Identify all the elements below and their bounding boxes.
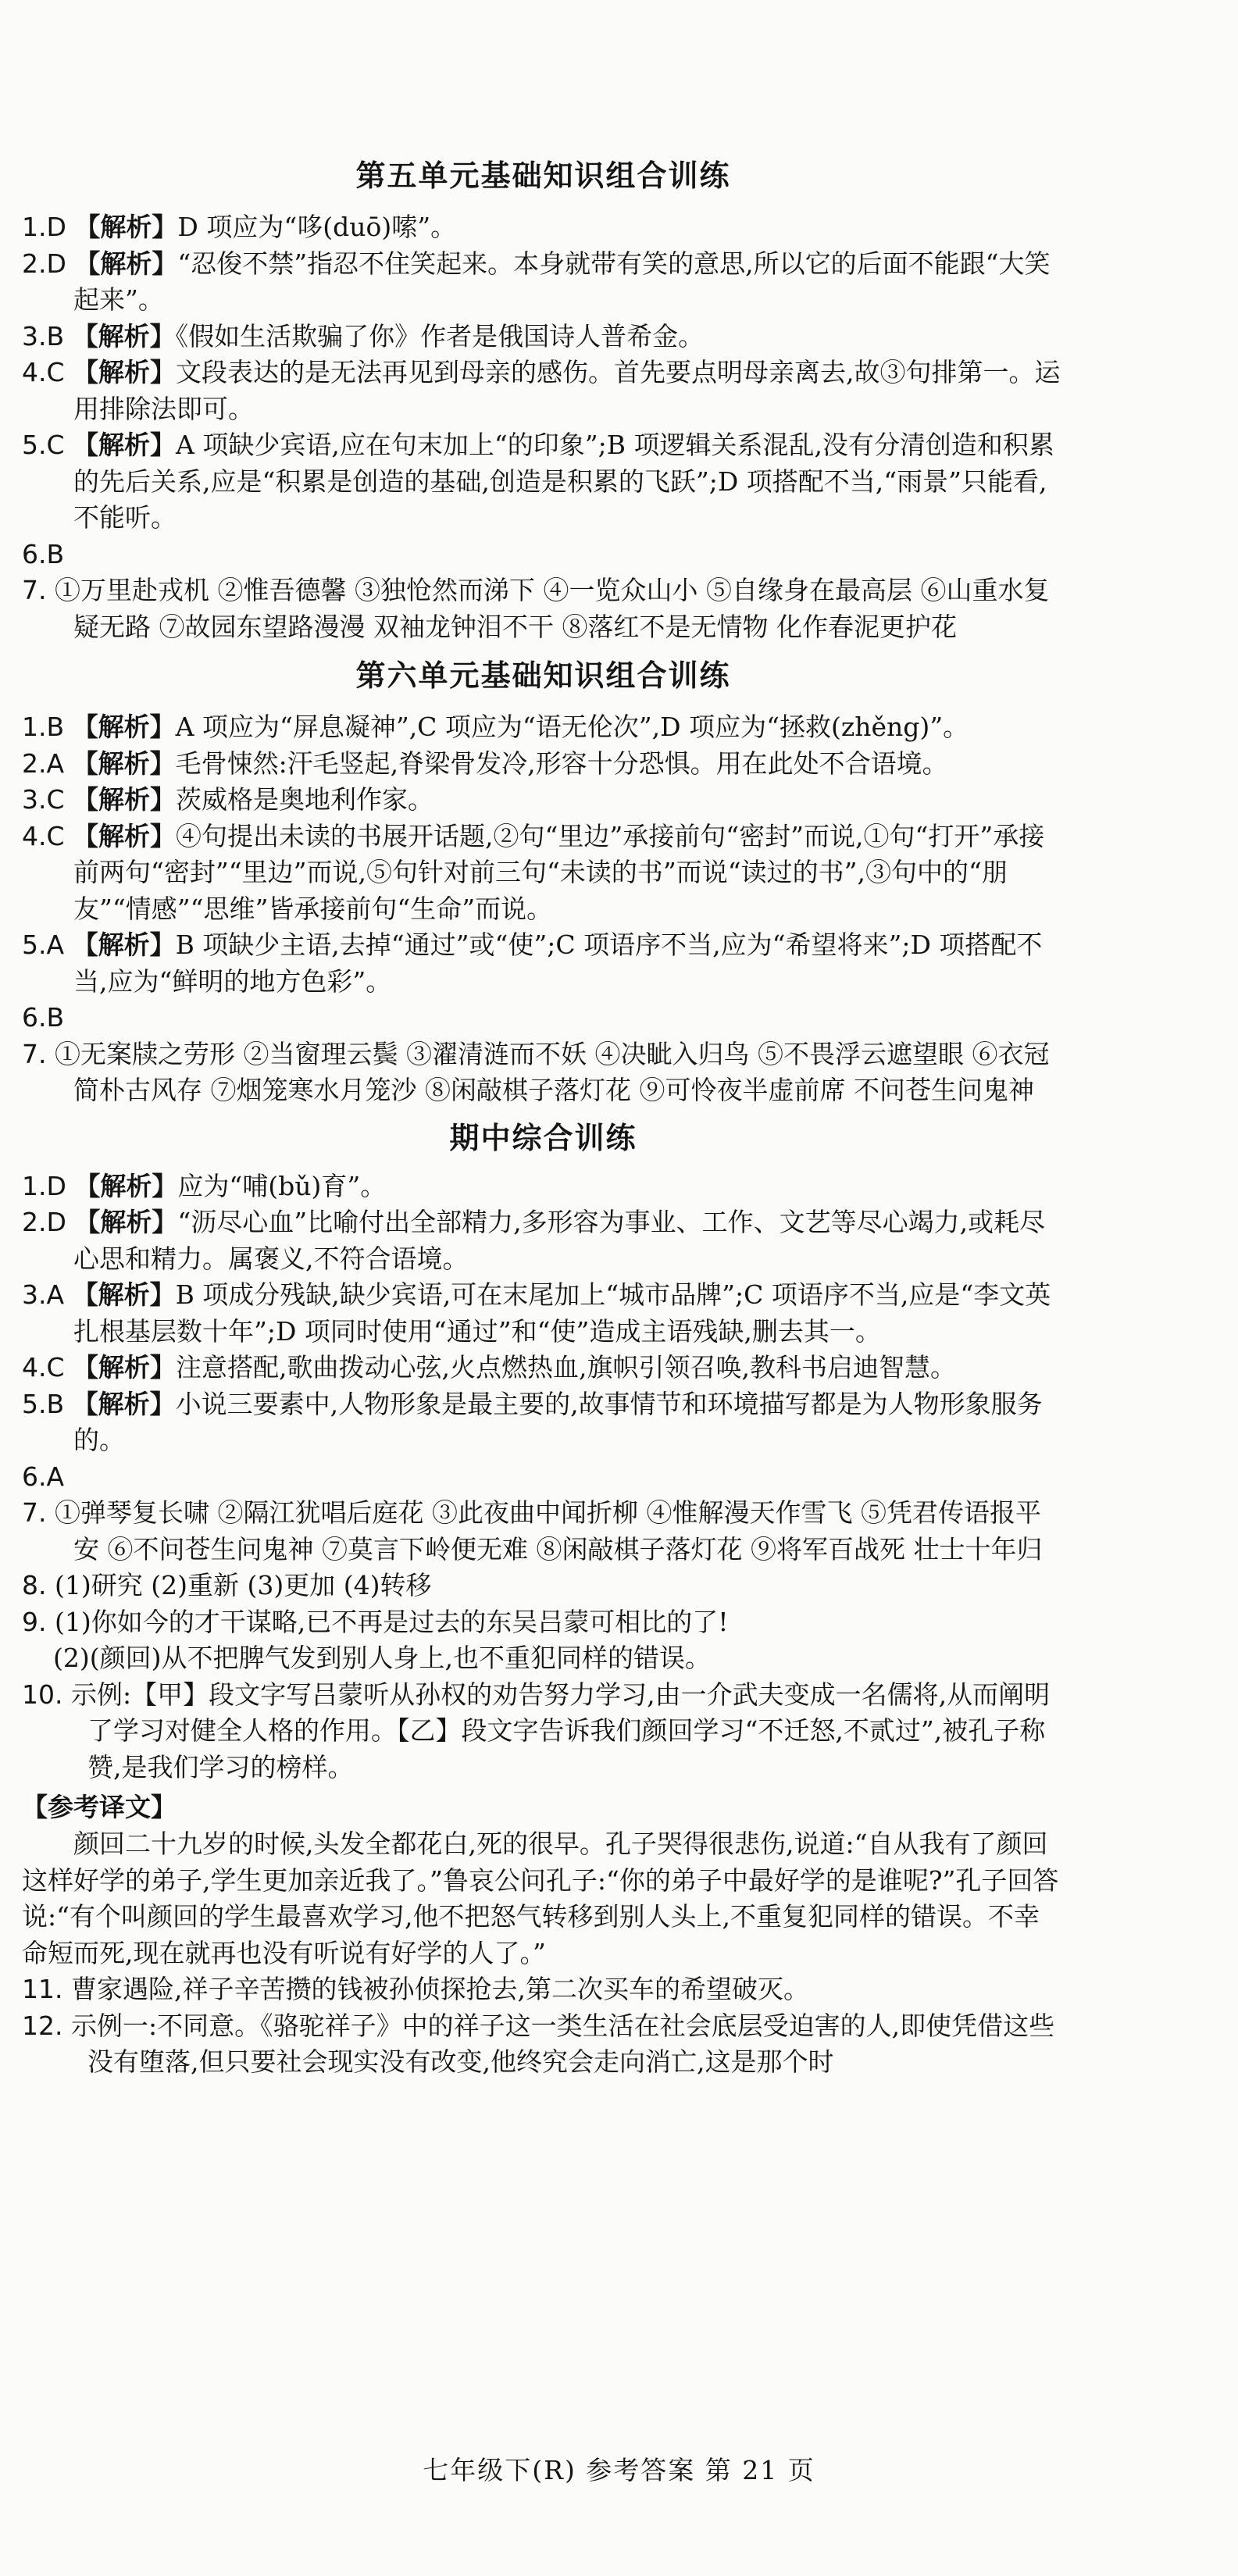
answer-text: 曹家遇险,祥子辛苦攒的钱被孙侦探抢去,第二次买车的希望破灭。 (70, 1974, 809, 2004)
answer-text: (1)你如今的才干谋略,已不再是过去的东吴吕蒙可相比的了! (55, 1606, 729, 1637)
answer-text: 注意搭配,歌曲拨动心弦,火点燃热血,旗帜引领召唤,教科书启迪智慧。 (176, 1352, 956, 1383)
section (22, 656, 1065, 1109)
answer-item (22, 246, 1065, 319)
answer-text: ①弹琴复长啸 ②隔江犹唱后庭花 ③此夜曲中闻折柳 ④惟解漫天作雪飞 ⑤凭君传语报平安 ⑥不问苍生问鬼神 ⑦莫言下岭便无难 ⑧闲敲棋子落灯花 ⑨将军百战死 壮士十年归 (55, 1497, 1043, 1565)
answer-item (22, 927, 1065, 1000)
answer-item (22, 709, 1065, 746)
answer-text: 应为“哺(bǔ)育”。 (177, 1170, 387, 1201)
section (22, 1119, 1065, 2081)
answer-item (22, 427, 1065, 537)
answer-number: 7. (22, 1038, 47, 1069)
answer-item (22, 573, 1065, 645)
analysis-tag: 【解析】 (72, 1279, 176, 1310)
answer-number: 4.C (22, 1352, 65, 1383)
answer-item (22, 1350, 1065, 1386)
answer-item (22, 746, 1065, 783)
answer-item (22, 1604, 1065, 1641)
answer-number: 1.D (22, 1170, 66, 1201)
answer-item (22, 1677, 1065, 1786)
answer-item (22, 1640, 1065, 1677)
answer-text: B 项成分残缺,缺少宾语,可在末尾加上“城市品牌”;C 项语序不当,应是“李文英扎根基层数十年”;D 项同时使用“通过”和“使”造成主语残缺,删去其一。 (73, 1279, 1051, 1347)
analysis-tag: 【解析】 (73, 1352, 177, 1383)
answer-number: 9. (22, 1606, 47, 1637)
answer-number: 5.A (22, 929, 65, 960)
analysis-tag: 【解析】 (72, 320, 176, 351)
answer-item (22, 355, 1065, 427)
answer-number: 6.B (22, 1002, 65, 1033)
translation-text: 颜回二十九岁的时候,头发全都花白,死的很早。孔子哭得很悲伤,说道:“自从我有了颜回这样好学的弟子,学生更加亲近我了。”鲁哀公问孔子:“你的弟子中最好学的是谁呢?”孔子回答说:“有个叫颜回的学生最喜欢学习,他不把怒气转移到别人头上,不重复犯同样的错误。不幸命短而死,现在就再也没有听说有好学的人了。” (22, 1829, 1059, 1968)
answer-item (22, 1168, 1065, 1205)
answer-number: 3.C (22, 784, 65, 815)
answer-text: A 项缺少宾语,应在句末加上“的印象”;B 项逻辑关系混乱,没有分清创造和积累的先后关系,应是“积累是创造的基础,创造是积累的飞跃”;D 项搭配不当,“雨景”只能看,不能听。 (73, 430, 1054, 533)
answer-text: B 项缺少主语,去掉“通过”或“使”;C 项语序不当,应为“希望将来”;D 项搭配不当,应为“鲜明的地方色彩”。 (73, 929, 1043, 997)
answer-item (22, 1000, 1065, 1036)
answer-number: 6.B (22, 538, 65, 569)
answer-text: ①万里赴戎机 ②惟吾德馨 ③独怆然而涕下 ④一览众山小 ⑤自缘身在最高层 ⑥山重水复疑无路 ⑦故园东望路漫漫 双袖龙钟泪不干 ⑧落红不是无情物 化作春泥更护花 (55, 575, 1050, 642)
answer-number: 7. (22, 575, 47, 605)
answer-text: 示例:【甲】段文字写吕蒙听从孙权的劝告努力学习,由一介武夫变成一名儒将,从而阐明了学习对健全人格的作用。【乙】段文字告诉我们颜回学习“不迁怒,不贰过”,被孔子称赞,是我们学习的榜样。 (70, 1679, 1051, 1782)
analysis-tag: 【解析】 (72, 1388, 176, 1419)
answer-text: (1)研究 (2)重新 (3)更加 (4)转移 (55, 1570, 432, 1600)
section-title: 期中综合训练 (449, 1120, 637, 1155)
answer-item (22, 819, 1065, 928)
answer-number: 11. (22, 1974, 63, 2004)
answer-item (22, 537, 1065, 573)
answer-number: 5.C (22, 430, 65, 460)
analysis-tag: 【解析】 (72, 712, 176, 742)
analysis-tag: 【解析】 (73, 430, 177, 460)
answer-number: 12. (22, 2010, 63, 2041)
answer-text: “忍俊不禁”指忍不住笑起来。本身就带有笑的意思,所以它的后面不能跟“大笑起来”。 (73, 248, 1051, 315)
answer-text: 文段表达的是无法再见到母亲的感伤。首先要点明母亲离去,故③句排第一。运用排除法即可。 (73, 357, 1061, 424)
answer-number: 4.C (22, 820, 65, 851)
answer-text: ④句提出未读的书展开话题,②句“里边”承接前句“密封”而说,①句“打开”承接前两句“密封”“里边”而说,⑤句针对前三句“未读的书”而说“读过的书”,③句中的“朋友”“情感”“思维”皆承接前句“生命”而说。 (73, 820, 1045, 924)
answer-item (22, 2008, 1065, 2081)
page-content (22, 156, 1065, 2081)
section-title: 第六单元基础知识组合训练 (355, 658, 731, 693)
answer-number: 2.A (22, 747, 65, 779)
answer-item (22, 782, 1065, 819)
answer-number: 1.D (22, 212, 66, 242)
answer-text: 毛骨悚然:汗毛竖起,脊梁骨发冷,形容十分恐惧。用在此处不合语境。 (175, 747, 948, 779)
analysis-tag: 【解析】 (72, 929, 176, 960)
answer-text: “沥尽心血”比喻付出全部精力,多形容为事业、工作、文艺等尽心竭力,或耗尽心思和精力。属褒义,不符合语境。 (73, 1207, 1046, 1274)
answer-text: 示例一:不同意。《骆驼祥子》中的祥子这一类生活在社会底层受迫害的人,即使凭借这些没有堕落,但只要社会现实没有改变,他终究会走向消亡,这是那个时 (70, 2010, 1055, 2077)
section (22, 156, 1065, 645)
analysis-tag: 【解析】 (74, 1207, 178, 1237)
answer-item (22, 1277, 1065, 1350)
analysis-tag: 【解析】 (74, 248, 178, 279)
analysis-tag: 【解析】 (73, 820, 177, 851)
answer-item (22, 1495, 1065, 1568)
answer-number: 3.A (22, 1279, 65, 1310)
answer-text: D 项应为“哆(duō)嗦”。 (177, 212, 457, 242)
answer-item (22, 1568, 1065, 1604)
section-title: 第五单元基础知识组合训练 (355, 159, 731, 193)
translation-heading: 【参考译文】 (22, 1792, 177, 1822)
answer-text: ①无案牍之劳形 ②当窗理云鬓 ③濯清涟而不妖 ④决眦入归鸟 ⑤不畏浮云遮望眼 ⑥衣冠简朴古风存 ⑦烟笼寒水月笼沙 ⑧闲敲棋子落灯花 ⑨可怜夜半虚前席 不问苍生问鬼神 (55, 1038, 1050, 1105)
analysis-tag: 【解析】 (73, 357, 177, 387)
analysis-tag: 【解析】 (74, 1170, 178, 1201)
analysis-tag: 【解析】 (74, 212, 178, 242)
answer-number: 5.B (22, 1388, 65, 1419)
answer-item (22, 1971, 1065, 2008)
answer-number: 2.D (22, 248, 66, 279)
answer-number: 10. (22, 1679, 63, 1710)
answer-item (22, 1459, 1065, 1496)
answer-number: 6.A (22, 1461, 65, 1492)
answer-number: 7. (22, 1497, 47, 1528)
answer-number: 3.B (22, 320, 65, 351)
answer-item (22, 319, 1065, 355)
answer-item (22, 1386, 1065, 1459)
answer-item (22, 1204, 1065, 1277)
analysis-tag: 【解析】 (72, 747, 176, 779)
answer-number: 8. (22, 1570, 47, 1600)
answer-item (22, 209, 1065, 246)
answer-number: 1.B (22, 712, 65, 742)
answer-number: 2.D (22, 1207, 66, 1237)
answer-text: 小说三要素中,人物形象是最主要的,故事情节和环境描写都是为人物形象服务的。 (73, 1388, 1043, 1455)
answer-text: (2)(颜回)从不把脾气发到别人身上,也不重犯同样的错误。 (53, 1643, 711, 1673)
answer-item (22, 1036, 1065, 1109)
answer-text: 《假如生活欺骗了你》作者是俄国诗人普希金。 (175, 320, 705, 351)
answer-number: 4.C (22, 357, 65, 387)
answer-text: 茨威格是奥地利作家。 (176, 784, 434, 815)
analysis-tag: 【解析】 (73, 784, 177, 815)
page-footer: 七年级下(R) 参考答案 第 21 页 (423, 2455, 815, 2485)
answer-text: A 项应为“屏息凝神”,C 项应为“语无伦次”,D 项应为“拯救(zhěng)”。 (175, 712, 969, 742)
